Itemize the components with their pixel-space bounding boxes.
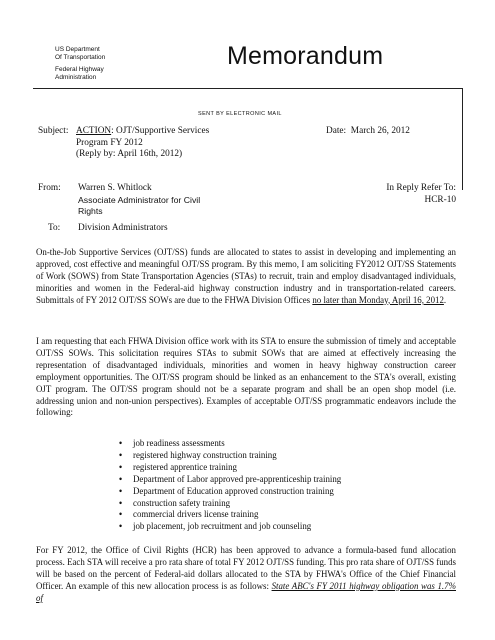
bullet-icon: • (119, 461, 123, 472)
from-title-line1: Associate Administrator for Civil (78, 194, 201, 205)
p1-end: . (443, 294, 447, 305)
date-value: March 26, 2012 (350, 126, 410, 136)
refer-code: HCR-10 (424, 194, 456, 205)
from-title-line2: Rights (78, 206, 103, 216)
from-name: Warren S. Whitlock (78, 183, 152, 193)
agency-line: Of Transportation (55, 54, 106, 61)
bullet-icon: • (119, 438, 123, 448)
to-label: To: (48, 223, 61, 233)
subject-value (76, 126, 266, 161)
p3-example: State ABC's FY 2011 highway obligation was 1.7% of (36, 580, 456, 603)
bullet-icon: • (119, 449, 123, 460)
body-paragraph-1 (36, 247, 456, 307)
bullet-icon: • (119, 521, 123, 532)
date-label: Date: (326, 126, 347, 136)
list-item: • registered apprentice training (119, 461, 237, 472)
subject-line3: (Reply by: April 16th, 2012) (76, 149, 183, 159)
p1-text: On-the-Job Supportive Services (OJT/SS) funds are allocated to states to assist in developing and implementing an approved, cost effective and meaningful OJT/SS program. By this memo, I am soliciting FY2012 OJT/SS Statements of Work (SOWS) from State Transportation Agencies (STAs) to recruit, train and employ disadvantaged individuals, minorities and women in the Federal-aid highway construction industry and in transportation-related careers. Submittals of FY 2012 OJT/SS SOWs are due to the FHWA Division Offices (36, 247, 456, 305)
list-item: • Department of Labor approved pre-apprenticeship training (119, 473, 342, 484)
list-item: • job placement, job recruitment and job counseling (119, 521, 312, 532)
agency-line: Administration (55, 74, 97, 81)
list-item: • commercial drivers license training (119, 509, 259, 520)
header-rule (33, 88, 463, 89)
refer-block (368, 183, 456, 206)
subject-action: ACTION (76, 126, 112, 136)
bullet-icon: • (119, 497, 123, 508)
sent-note: SENT BY ELECTRONIC MAIL (198, 111, 282, 117)
from-label: From: (38, 183, 61, 193)
list-item: • construction safety training (119, 497, 231, 508)
endeavors-list (119, 438, 341, 533)
body-paragraph-3 (36, 545, 456, 605)
date-block (326, 126, 410, 138)
list-item: • job readiness assessments (119, 438, 225, 448)
bullet-icon: • (119, 509, 123, 520)
subject-rest: : OJT/Supportive Services (111, 126, 210, 136)
subject-label: Subject: (38, 126, 69, 136)
from-value (78, 183, 288, 218)
p1-deadline: no later than Monday, April 16, 2012 (312, 294, 444, 305)
agency-line: US Department (55, 46, 100, 53)
list-item: • registered highway construction training (119, 449, 277, 460)
bullet-icon: • (119, 473, 123, 484)
agency-block (55, 46, 105, 82)
body-paragraph-2: I am requesting that each FHWA Division office work with its STA to ensure the submission of timely and acceptable OJT/SS SOWs. This solicitation requires STAs to submit SOWs that are aimed at effectively increasing the representation of disadvantaged individuals, minorities and women in heavy highway construction career employment opportunities. The OJT/SS program should be linked as an enhancement to the STA's overall, existing OJT program. The OJT/SS program should not be a separate program and shall be an open shop model (i.e. addressing union and non-union perspectives). Examples of acceptable OJT/SS programmatic endeavors include the following: (36, 336, 456, 418)
to-value: Division Administrators (78, 223, 168, 233)
subject-line2: Program FY 2012 (76, 137, 143, 148)
bullet-icon: • (119, 485, 123, 496)
agency-line: Federal Highway (55, 66, 104, 73)
memo-title: Memorandum (227, 42, 384, 70)
p3-text: For FY 2012, the Office of Civil Rights (HCR) has been approved to advance a formula-based fund allocation process. Each STA will receive a pro rata share of total FY 2012 OJT/SS funding. This pro rata share of OJT/SS funds will be based on the percent of Federal-aid dollars allocated to the STA by FHWA's Office of the Chief Financial Officer. An example of this new allocation process is as follows: (36, 545, 456, 591)
list-item: • Department of Education approved construction training (119, 485, 334, 496)
header-side-rule (462, 88, 463, 190)
refer-label: In Reply Refer To: (386, 183, 456, 193)
